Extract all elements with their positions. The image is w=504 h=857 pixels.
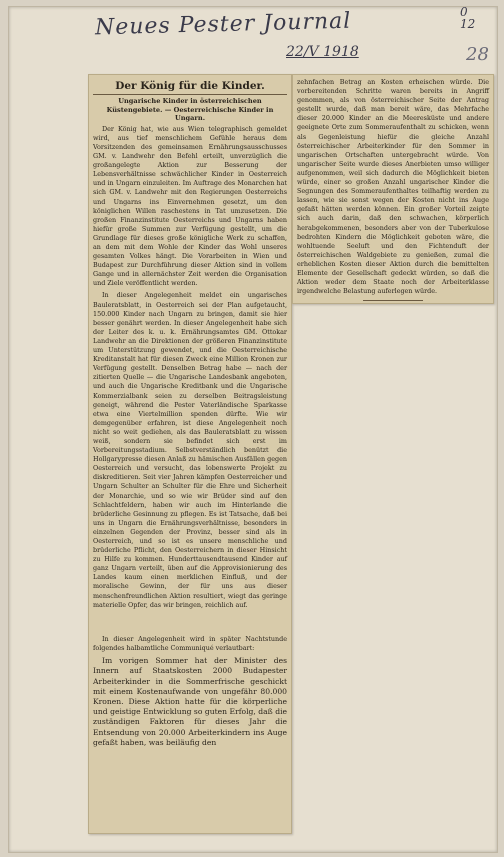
newspaper-clipping-right [292, 74, 494, 304]
handwritten-newspaper-title: Neues Pester Journal [94, 8, 352, 41]
end-rule [363, 300, 423, 301]
handwritten-date: 22/V 1918 [286, 44, 359, 60]
folio-number: 28 [466, 44, 489, 65]
article-column-right [297, 78, 489, 305]
newspaper-clipping-left [88, 74, 292, 834]
article-paragraph: Der König hat, wie aus Wien telegraphisch gemeldet wird, aus tief menschlichem Gefühle heraus dem Vorsitzenden des gemeinsamen Ernährungsausschusses GM. v. Landwehr den Befehl erteilt, unverzüglich die großangelegte Aktion zur Besserung der Lebensverhältnisse schwächlicher Kinder in Oesterreich und in Ungarn einzuleiten. Im Auftrage des Monarchen hat sich GM. v. Landwehr mit den Regierungen Oesterreichs und Ungarns ins Einvernehmen gesetzt, um den königlichen Willen raschestens in Tat umzusetzen. Die großen Finanzinstitute Oesterreichs und Ungarns haben hiefür große Summen zur Verfügung gestellt, um die Grundlage für dieses große königliche Werk zu schaffen, an dem mit dem Wohle der Kinder das Wohl unseres gesamten Volkes hängt. Die Vorarbeiten in Wien und Budapest zur Durchführung dieser Aktion sind in vollem Gange und in allernächster Zeit werden die Organisation und Ziele veröffentlicht werden. [93, 124, 287, 288]
article-paragraph: zehnfachen Betrag an Kosten erheischen würde. Die vorbereitenden Schritte waren bereits in Angriff genommen, als von österreichischer Seite der Antrag gestellt wurde, daß man bereit wäre, das Mehrfache dieser 20.000 Kinder an die Meeresküste und andere geeignete Orte zum Sommeraufenthalt zu schicken, wenn als Gegenleistung hiefür die gleiche Anzahl österreichischer Arbeiterkinder für den Sommer in ungarischen Ortschaften untergebracht würde. Von ungarischer Seite wurde dieses Anerbieten umso williger aufgenommen, weil sich dadurch die Möglichkeit bieten würde, einer so großen Anzahl ungarischer Kinder die Segnungen des Sommeraufenthaltes teilhaftig werden zu lassen, wie sie sonst wegen der Kosten nicht ins Auge gefaßt hätten werden können. Ein großer Vorteil zeigte sich auch darin, daß den schwachen, körperlich herabgekommenen, besonders aber von der Tuberkulose bedrohten Kindern die Möglichkeit geboten wäre, die wohltuende Seeluft und den Fichtenduft der österreichischen Waldgebiete zu genießen, zumal die erheblichen Kosten dieser Aktion durch die bemittelten Elemente der Gesellschaft gedeckt würden, so daß die Aktion weder dem Staate noch der Arbeiterklasse irgendwelche Belastung auferlegen würde. [297, 78, 489, 296]
page-marks: 0 12 [460, 5, 476, 31]
article-paragraph: Im vorigen Sommer hat der Minister des Innern auf Staatskosten 2000 Budapester Arbeiterkinder in die Sommerfrische geschickt mit einem Kostenaufwande von ungefähr 80.000 Kronen. Diese Aktion hatte für die körperliche und geistige Entwicklung so guten Erfolg, daß die zuständigen Faktoren für dieses Jahr die Entsendung von 20.000 Arbeiterkindern ins Auge gefaßt haben, was beiläufig den [93, 656, 287, 747]
article-paragraph: In dieser Angelegenheit meldet ein ungarisches Bauleratsblatt, in Oesterreich sei der Plan aufgetaucht, 150.000 Kinder nach Ungarn zu bringen, damit sie hier besser genährt werden. In dieser Angelegenheit habe sich der Leiter des k. u. k. Ernährungsamtes GM. Ottokar Landwehr an die Direktionen der größeren Finanzinstitute um Unterstützung gewendet, und die Oesterreichische Kreditanstalt hat für diesen Zweck eine Million Kronen zur Verfügung gestellt. Denselben Betrag habe — nach der zitierten Quelle — die Ungarische Landesbank angeboten, und auch die Ungarische Kreditbank und die Ungarische Kommerzialbank seien zu derselben Beitragsleistung geneigt, während die Pester Vaterländische Sparkasse etwa eine Viertelmillion spenden dürfte. Wie wir demgegenüber erfahren, ist diese Angelegenheit noch nicht so weit gediehen, als das Bauleratsblatt zu wissen weiß, sondern sie befindet sich erst im Vorbereitungsstadium. Selbstverständlich benützt die Hollgarypresse diesen Anlaß zu hämischen Ausfällen gegen Oesterreich und versucht, das lobenswerte Projekt zu diskreditieren. Seit vier Jahren kämpfen Oesterreicher und Ungarn Schulter an Schulter für die Ehre und Sicherheit der Monarchie, und so wie wir Brüder sind auf den Schlachtfeldern, haben wir auch im Hinterlande die brüderliche Gesinnung zu pflegen. Es ist Tatsache, daß bei uns in Ungarn die Ernährungsverhältnisse, besonders in einzelnen Gegenden der Provinz, besser sind als in Oesterreich, und so ist es unsere menschliche und brüderliche Pflicht, den Oesterreichern in dieser Hinsicht zu Hilfe zu kommen. Hunderttausendtausend Kinder auf ganz Ungarn verteilt, üben auf die Approvisionierung des Landes kaum einen merklichen Einfluß, und der moralische Gewinn, der für uns aus dieser menschenfreundlichen Aktion resultiert, wiegt das geringe materielle Opfer, das wir bringen, reichlich auf. [93, 291, 287, 609]
article-column-left [93, 79, 287, 613]
article-subhead: Ungarische Kinder in österreichischen Küstengebiete. — Oesterreichische Kinder in Ungarn. [106, 97, 274, 123]
article-headline: Der König für die Kinder. [93, 79, 287, 95]
article-column-left-lower [93, 635, 287, 751]
article-paragraph: In dieser Angelegenheit wird in später Nachtstunde folgendes halbamtliche Communiqué verlautbart: [93, 635, 287, 653]
